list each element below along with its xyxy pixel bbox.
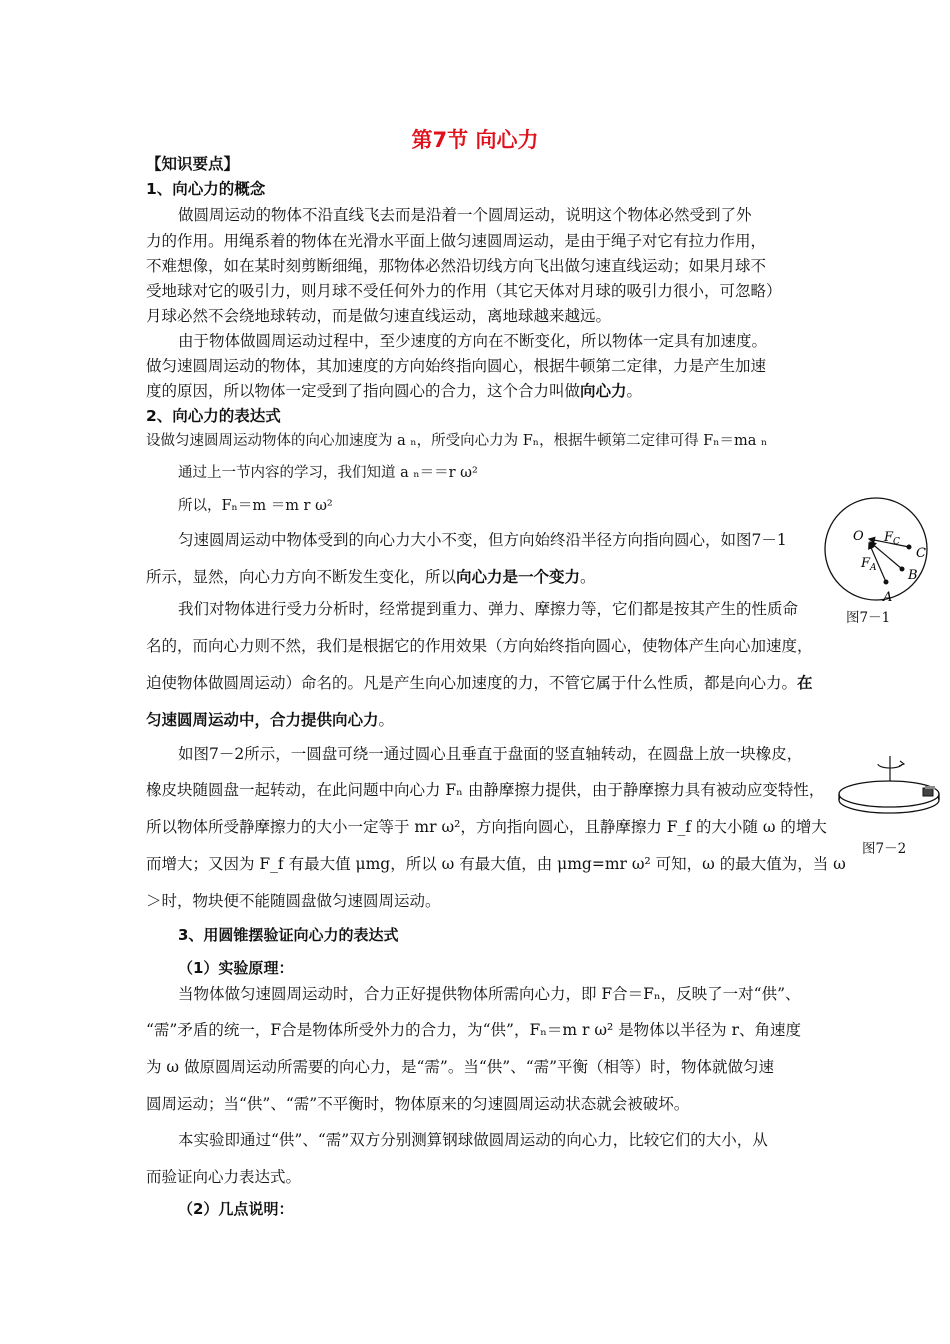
s1-line: 由于物体做圆周运动过程中，至少速度的方向在不断变化，所以物体一定具有加速度。 bbox=[178, 332, 768, 350]
point-b bbox=[900, 567, 905, 572]
label-text: F bbox=[861, 556, 871, 571]
emphasis: 匀速圆周运动中，合力提供向心力 bbox=[146, 711, 379, 729]
section3-heading: 3、用圆锥摆验证向心力的表达式 bbox=[178, 926, 399, 944]
s3-line: 圆周运动；当“供”、“需”不平衡时，物体原来的匀速圆周运动状态就会被破坏。 bbox=[146, 1095, 690, 1113]
s2-line: 而增大；又因为 F_f 有最大值 μmg，所以 ω 有最大值，由 μmg=mr ω² 可知，ω 的最大值为，当 ω bbox=[146, 855, 846, 873]
s2-line: 设做匀速圆周运动物体的向心加速度为 a ₙ，所受向心力为 Fₙ，根据牛顿第二定律可得 Fₙ＝ma ₙ bbox=[146, 433, 768, 449]
s1-line: 月球必然不会绕地球转动，而是做匀速直线运动，离地球越来越远。 bbox=[146, 307, 612, 325]
label-c: C bbox=[916, 546, 926, 561]
s2-line: 如图7－2所示，一圆盘可绕一通过圆心且垂直于盘面的竖直轴转动，在圆盘上放一块橡皮， bbox=[178, 745, 803, 763]
s3-line: 为 ω 做原圆周运动所需要的向心力，是“需”。当“供”、“需”平衡（相等）时，物体就做匀速 bbox=[146, 1058, 775, 1076]
label-b: B bbox=[908, 568, 918, 583]
s3-line: “需”矛盾的统一，F合是物体所受外力的合力，为“供”，Fₙ＝m r ω² 是物体以半径为 r、角速度 bbox=[146, 1021, 801, 1039]
knowledge-heading: 【知识要点】 bbox=[146, 155, 240, 173]
label-subscript: A bbox=[870, 563, 877, 573]
label-o: O bbox=[853, 529, 864, 544]
s1-line: 力的作用。用绳系着的物体在光滑水平面上做匀速圆周运动，是由于绳子对它有拉力作用， bbox=[146, 232, 767, 250]
eraser-block-top bbox=[925, 786, 935, 789]
s2-line: ＞时，物块便不能随圆盘做匀速圆周运动。 bbox=[146, 892, 441, 910]
point-c bbox=[907, 545, 912, 550]
text-run: 。 bbox=[378, 711, 395, 729]
figure-7-2-caption: 图7－2 bbox=[862, 841, 907, 857]
section1-heading: 1、向心力的概念 bbox=[146, 180, 266, 198]
label-a: A bbox=[883, 590, 893, 605]
text-run: 度的原因，所以物体一定受到了指向圆心的合力，这个合力叫做 bbox=[146, 382, 581, 400]
s3-line: 本实验即通过“供”、“需”双方分别测算钢球做圆周运动的向心力，比较它们的大小，从 bbox=[178, 1131, 768, 1149]
s2-line: 橡皮块随圆盘一起转动，在此问题中向心力 Fₙ 由静摩擦力提供，由于静摩擦力具有被动应变特性， bbox=[146, 781, 825, 799]
figure-7-1 bbox=[812, 493, 948, 605]
s2-line: 通过上一节内容的学习，我们知道 a ₙ＝＝r ω² bbox=[178, 465, 478, 481]
s2-line bbox=[146, 708, 394, 730]
text-run: 所示，显然，向心力方向不断发生变化，所以 bbox=[146, 568, 457, 586]
s2-line: 匀速圆周运动中物体受到的向心力大小不变，但方向始终沿半径方向指向圆心，如图7－1 bbox=[178, 531, 787, 549]
s2-line: 我们对物体进行受力分析时，经常提到重力、弹力、摩擦力等，它们都是按其产生的性质命 bbox=[178, 600, 799, 618]
section2-heading: 2、向心力的表达式 bbox=[146, 407, 281, 425]
text-run: 迫使物体做圆周运动）命名的。凡是产生向心加速度的力，不管它属于什么性质，都是向心力。 bbox=[146, 674, 798, 692]
s2-line: 所以物体所受静摩擦力的大小一定等于 mr ω²，方向指向圆心，且静摩擦力 F_f 的大小随 ω 的增大 bbox=[146, 818, 827, 836]
figure-7-1-caption: 图7－1 bbox=[846, 610, 891, 626]
s1-line: 做匀速圆周运动的物体，其加速度的方向始终指向圆心，根据牛顿第二定律，力是产生加速 bbox=[146, 357, 767, 375]
text-run: 。 bbox=[626, 382, 643, 400]
s2-line: 名的，而向心力则不然，我们是根据它的作用效果（方向始终指向圆心，使物体产生向心加速度， bbox=[146, 637, 813, 655]
s1-line: 受地球对它的吸引力，则月球不受任何外力的作用（其它天体对月球的吸引力很小，可忽略） bbox=[146, 282, 782, 300]
label-text: F bbox=[884, 530, 894, 545]
emphasis: 向心力是一个变力 bbox=[456, 568, 581, 586]
s3-subheading: （2）几点说明： bbox=[178, 1200, 294, 1218]
circle-path bbox=[825, 498, 927, 600]
s3-line: 而验证向心力表达式。 bbox=[146, 1168, 302, 1186]
figure-7-2 bbox=[834, 750, 944, 834]
label-fc bbox=[883, 530, 900, 547]
eraser-block bbox=[923, 788, 933, 796]
page-title: 第7节 向心力 bbox=[411, 128, 539, 152]
s2-line: 所以，Fₙ＝m ＝m r ω² bbox=[178, 498, 333, 514]
emphasis: 在 bbox=[797, 674, 813, 692]
s3-line: 当物体做匀速圆周运动时，合力正好提供物体所需向心力，即 F合＝Fₙ，反映了一对“供”、 bbox=[178, 985, 801, 1003]
s3-subheading: （1）实验原理： bbox=[178, 959, 294, 977]
point-a bbox=[884, 580, 889, 585]
label-fa bbox=[860, 556, 877, 573]
text-run: 。 bbox=[580, 568, 596, 586]
s1-line: 做圆周运动的物体不沿直线飞去而是沿着一个圆周运动，说明这个物体必然受到了外 bbox=[178, 206, 752, 224]
s2-line bbox=[146, 565, 596, 587]
s1-line: 不难想像，如在某时刻剪断细绳，那物体必然沿切线方向飞出做匀速直线运动；如果月球不 bbox=[146, 257, 767, 275]
rotation-arrowhead bbox=[899, 761, 904, 766]
s2-line bbox=[146, 671, 813, 693]
label-subscript: C bbox=[893, 537, 900, 547]
s1-line bbox=[146, 379, 642, 401]
term-centripetal-force: 向心力 bbox=[580, 382, 627, 400]
